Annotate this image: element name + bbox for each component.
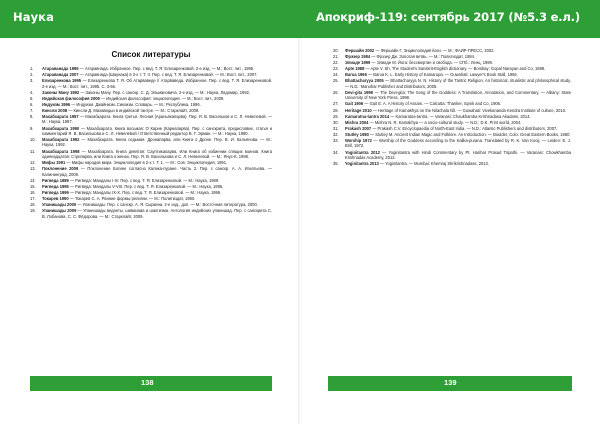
footer-band-right <box>328 376 572 391</box>
reference-item <box>30 149 272 160</box>
reference-text: — Yoginitantra with Hindi Commentary by Pt. Harihar Prasad Tripathi. — Varanasi: Chowkhamba Krishnadas Academy, 2012. <box>345 149 572 160</box>
reference-item <box>333 48 571 53</box>
reference-item <box>30 178 272 183</box>
reference-number: 6. <box>30 101 34 107</box>
reference-item <box>30 66 272 71</box>
reference-key: Prakash 2007 <box>345 125 372 131</box>
reference-key: Yoginitantra 2012 <box>345 149 380 155</box>
reference-text: — Ригведа: Мандалы I-IV. Пер. с вед. Т. Я. Елизаренковой. — М.: Наука, 1989. <box>68 177 220 183</box>
reference-key: Heritage 2010 <box>345 107 372 113</box>
reference-item <box>333 54 571 59</box>
reference-key: Мифы 1991 <box>42 160 66 166</box>
reference-key: Kamaratna-tantra 2014 <box>345 113 390 119</box>
reference-key: Махабхарата 1987 <box>42 114 79 120</box>
reference-text: — Махабхарата. Книга седьмая. Дронапарва, или Книга о Дроне. Пер. В. И. Кальянова. — М.: Наука, 1992. <box>42 137 272 148</box>
reference-item <box>333 126 571 131</box>
reference-key: Bhattacharyya 2005 <box>345 78 384 84</box>
reference-key: Индийская философия 2009 <box>42 95 100 101</box>
reference-item <box>30 202 272 207</box>
reference-key: Stutley 1980 <box>345 131 369 137</box>
reference-key: Махабхарата 1998 <box>42 148 80 154</box>
reference-number: 29. <box>333 113 339 119</box>
reference-key: Barua 1966 <box>345 72 367 78</box>
reference-text: — Упанишады. Пер. с санскр. А. Я. Сыркина. 2-е изд., доп. — М.: Восточная литература, 2000. <box>76 202 258 208</box>
reference-text: — Prakash C.V. Encyclopaedia of North-East India. — N.D.: Atlantic Publishers and distributors, 2007. <box>371 125 558 131</box>
reference-text: — Worship of the Goddess according to the Kalika-purana. Translated by R. K. Van Kooij. — Leiden: E. J. Brill, 1972. <box>345 138 571 149</box>
reference-item <box>30 102 272 107</box>
reference-number: 17. <box>30 195 36 201</box>
reference-key: Mishra 2004 <box>345 119 369 125</box>
reference-number: 2. <box>30 72 34 78</box>
reference-key: Ригведа 1999 <box>42 189 69 195</box>
journal-title: Апокриф-119: сентябрь 2017 (№5.3 е.л.) <box>316 10 580 24</box>
reference-item <box>333 114 571 119</box>
reference-number: 35. <box>333 161 339 167</box>
reference-text: — Законы Ману. Пер. с санскр. С. Д. Эльмановича. 2-е изд. — М.: Наука, Ладомир, 1992. <box>79 89 251 95</box>
reference-text: — Поклонение Богине согласно Калика-пуране. Часть 2. Пер. с санскр. А. А. Игнатьева. — Калининград, 2009. <box>42 166 272 177</box>
reference-text: — Атаравнада. Избранное. Пер. с вед. Т. Я. Елизаренковой. 2-е изд. — М.: Вост. лит., 1995. <box>78 66 255 71</box>
reference-number: 19. <box>30 208 36 214</box>
reference-number: 33. <box>333 138 339 144</box>
reference-number: 16. <box>30 189 36 195</box>
reference-key: Махабхарата 1992 <box>42 137 80 143</box>
reference-key: Worship 1972 <box>345 138 372 144</box>
reference-text: — Фрэзер Дж. Золотая ветвь. — М.: Политиздат, 1984. <box>370 54 476 60</box>
reference-number: 18. <box>30 202 36 208</box>
reference-item <box>333 78 571 89</box>
reference-text: — Махабхарата. Книга третья. Лесная (Араньякапарва). Пер. Я. В. Васильков и С. Л. Невелевой. — М.: Наука, 1987. <box>42 114 272 125</box>
reference-number: 9. <box>30 125 34 131</box>
reference-text: — Токарев С. А. Ранние формы религии. — М.: Политиздат, 1990. <box>68 195 196 201</box>
reference-item <box>333 161 571 166</box>
bibliography-title: Список литературы <box>111 50 191 59</box>
header-band <box>0 0 600 38</box>
reference-key: Gait 1906 <box>345 101 364 107</box>
page-seam <box>298 38 302 424</box>
reference-key: Ригведа 1995 <box>42 183 69 189</box>
page-number-right: 139 <box>444 378 457 387</box>
reference-number: 25. <box>333 78 339 84</box>
reference-number: 1. <box>30 66 34 71</box>
reference-number: 24. <box>333 72 339 78</box>
reference-number: 23. <box>333 66 339 72</box>
reference-key: Apte 1988 <box>345 66 365 72</box>
reference-item <box>333 138 571 149</box>
reference-number: 3. <box>30 78 34 84</box>
right-page <box>333 48 571 167</box>
reference-number: 26. <box>333 89 339 95</box>
reference-number: 13. <box>30 166 36 172</box>
section-title-nauka: Наука <box>13 10 54 24</box>
reference-number: 14. <box>30 177 36 183</box>
reference-item <box>30 90 272 95</box>
reference-text: — Kamaratna-tantra. — Varanasi: Chaukhamba Krishnadasa Akadami, 2014. <box>389 113 531 119</box>
reference-key: Атараванада 1995 <box>42 66 79 71</box>
reference-item <box>30 196 272 201</box>
reference-key: Упанишады 2009 <box>42 208 77 214</box>
reference-item <box>30 166 272 177</box>
reference-key: Упанишады 2000 <box>42 202 77 208</box>
reference-text: — Индийская философия: энциклопедия. — М.: Вост. лит., 2009. <box>99 95 225 101</box>
reference-item <box>333 90 571 101</box>
reference-item <box>333 101 571 106</box>
reference-key: Махабхарата 1990 <box>42 125 80 131</box>
reference-number: 31. <box>333 125 339 131</box>
reference-number: 21. <box>333 54 339 60</box>
reference-key: Ригведа 1989 <box>42 177 69 183</box>
reference-text: — Упанишады веданты, шиваизма и шактизма. Антология индийских упанишад. Пер. с санскрита С. В. Лобанова, С. С. Фёдорова. — М.: Старклайт, 2009. <box>42 208 272 219</box>
reference-list-right <box>333 48 571 166</box>
reference-item <box>30 108 272 113</box>
reference-item <box>333 66 571 71</box>
reference-key: Элиаде 1999 <box>345 60 371 66</box>
reference-text: — Apte V. Sh. The Student's Sanskrit-English dictionary. — Bombay: Gopal Narayan and Co, 1988. <box>364 66 546 72</box>
reference-number: 8. <box>30 114 34 120</box>
reference-number: 34. <box>333 149 339 155</box>
reference-text: — Heritage of Kamakhya on the Nilachala hill. — Guwahati: Vivekananda Kendra Institute of culture, 2010. <box>371 107 567 113</box>
reference-item <box>30 160 272 165</box>
reference-text: — Yoginitantra. — Mumbai: Khemraj Shrikrishnadass, 2013. <box>378 161 489 167</box>
reference-item <box>30 96 272 101</box>
reference-key: Кинсли 2008 <box>42 107 68 113</box>
reference-item <box>30 137 272 148</box>
reference-item <box>333 72 571 77</box>
reference-text: — Атаравнада (Шаунака) в 3-х т. Т. II. Пер. с вед. Т. Я. Елизаренковой. — М.: Вост. лит., 2007. <box>78 72 258 78</box>
reference-key: Devi-gita 1998 <box>345 89 373 95</box>
reference-text: — Ригведа: Мандалы IX-X. Пер. с вед. Т. Я. Елизаренковой. — М.: Наука, 1999. <box>68 189 222 195</box>
reference-number: 30. <box>333 119 339 125</box>
reference-number: 27. <box>333 101 339 107</box>
reference-key: Законы Ману 1992 <box>42 89 80 95</box>
reference-text: — Махабхарата. Книга девятая: Сауптикапарва, Или Книга об избиении спящих воинов. Книга одиннадцатая: Стрипарва, или Книга о женах. Пер. Я. В. Василькова и С. Л. Невелевой. — М.: Янус-К, 1998. <box>42 148 272 159</box>
reference-number: 28. <box>333 107 339 113</box>
reference-number: 32. <box>333 131 339 137</box>
reference-number: 7. <box>30 107 34 113</box>
reference-item <box>30 126 272 137</box>
reference-number: 12. <box>30 160 36 166</box>
reference-item <box>333 132 571 137</box>
reference-item <box>333 108 571 113</box>
reference-text: — Мифы народов мира. Энциклопедия в 2-х т. Т. 1. — М.: Сов. Энциклопедия, 1991. <box>65 160 228 166</box>
reference-item <box>30 78 272 89</box>
reference-text: — The Devi-gita; The Song of the Goddess: A Translation, Annotation, and Commentary. — Albany: State University of New York Press, 1998. <box>345 89 571 101</box>
left-page <box>30 48 272 220</box>
reference-key: Поклонение 2009 <box>42 166 79 172</box>
reference-text: — Barua K. L. Early History of Kamarupa. — Guwahati: Lawyer's Book Stall, 1966. <box>366 72 518 78</box>
reference-number: 20. <box>333 48 339 53</box>
reference-number: 4. <box>30 89 34 95</box>
footer-band-left <box>30 376 272 391</box>
reference-item <box>30 208 272 219</box>
reference-number: 10. <box>30 137 36 143</box>
reference-number: 15. <box>30 183 36 189</box>
reference-text: — Ригведа: Мандалы V-VIII. Пер. с вед. Т. Я. Елизаренковой. — М.: Наука, 1995. <box>68 183 224 189</box>
reference-key: Yoginitantra 2013 <box>345 161 379 167</box>
reference-text: — Элиаде М. Йога: бессмертие и свобода. — СПб.: Ленц, 1999. <box>370 60 493 66</box>
reference-key: Фрэзер 1984 <box>345 54 371 60</box>
reference-text: — Индуизм. Джайнизм. Сикхизм. Словарь. — М.: Республика, 1996. <box>70 101 201 107</box>
reference-item <box>333 120 571 125</box>
reference-item <box>333 150 571 161</box>
reference-text: — Mishra N. R. Kamakhya — a socio-cultural study. — N.D.: D.K. Print world, 2004. <box>368 119 522 125</box>
reference-item <box>333 60 571 65</box>
reference-text: — Bhattacharyya N. N. History of the Tantric Religion. An historical, ritualistic and philosophical study. — N.D.: Manohar Publisher and Distributors, 2005. <box>345 78 571 89</box>
reference-text: — Stutley M. Ancient Indian Magic and Folklore. An Introduction. — Boulder, Colo: Great Eastern Books, 1980. <box>368 131 571 137</box>
reference-key: Токарев 1990 <box>42 195 69 201</box>
reference-item <box>30 190 272 195</box>
reference-key: Атараванада 2007 <box>42 72 79 78</box>
reference-item <box>30 184 272 189</box>
reference-key: Елизаренкова 1995 <box>42 78 82 84</box>
reference-text: — Кинсли Д. Махавидьи в индийской тантре. — М.: Старклайт, 2008. <box>67 107 200 113</box>
page-number-left: 138 <box>141 378 154 387</box>
reference-list-left <box>30 66 272 219</box>
reference-key: Фершайн 2002 <box>345 48 375 53</box>
reference-text: — Фершайн Г. Энциклопедия йоги. — М.: ФАИР-ПРЕСС, 2002. <box>374 48 495 53</box>
reference-number: 5. <box>30 95 34 101</box>
reference-number: 22. <box>333 60 339 66</box>
reference-key: Индуизм 1996 <box>42 101 71 107</box>
reference-number: 11. <box>30 148 36 154</box>
reference-text: — Gait E. A. A History of Assam. — Calcutta: Thanker, Spink and Co, 1906. <box>363 101 502 107</box>
reference-item <box>30 114 272 125</box>
reference-text: — Махабхарата. Книга восьмая: О Карне (Карнапарва). Пер. с санскрита, предисловие, статья и комментарий Я. В. Василькова и С. Л. Невелевой / Ответственный редактор В. Г. Эрман. — М.: Наука, 1990. <box>42 125 273 136</box>
reference-text: — Елизаренкова Т. Я. Об Атарваведе // Атарваведа. Избранное. Пер. с вед. Т. Я. Елизаренковой. 2-е изд. — М.: Вост. лит., 1995. С. 3-56. <box>42 78 272 89</box>
reference-item <box>30 72 272 77</box>
